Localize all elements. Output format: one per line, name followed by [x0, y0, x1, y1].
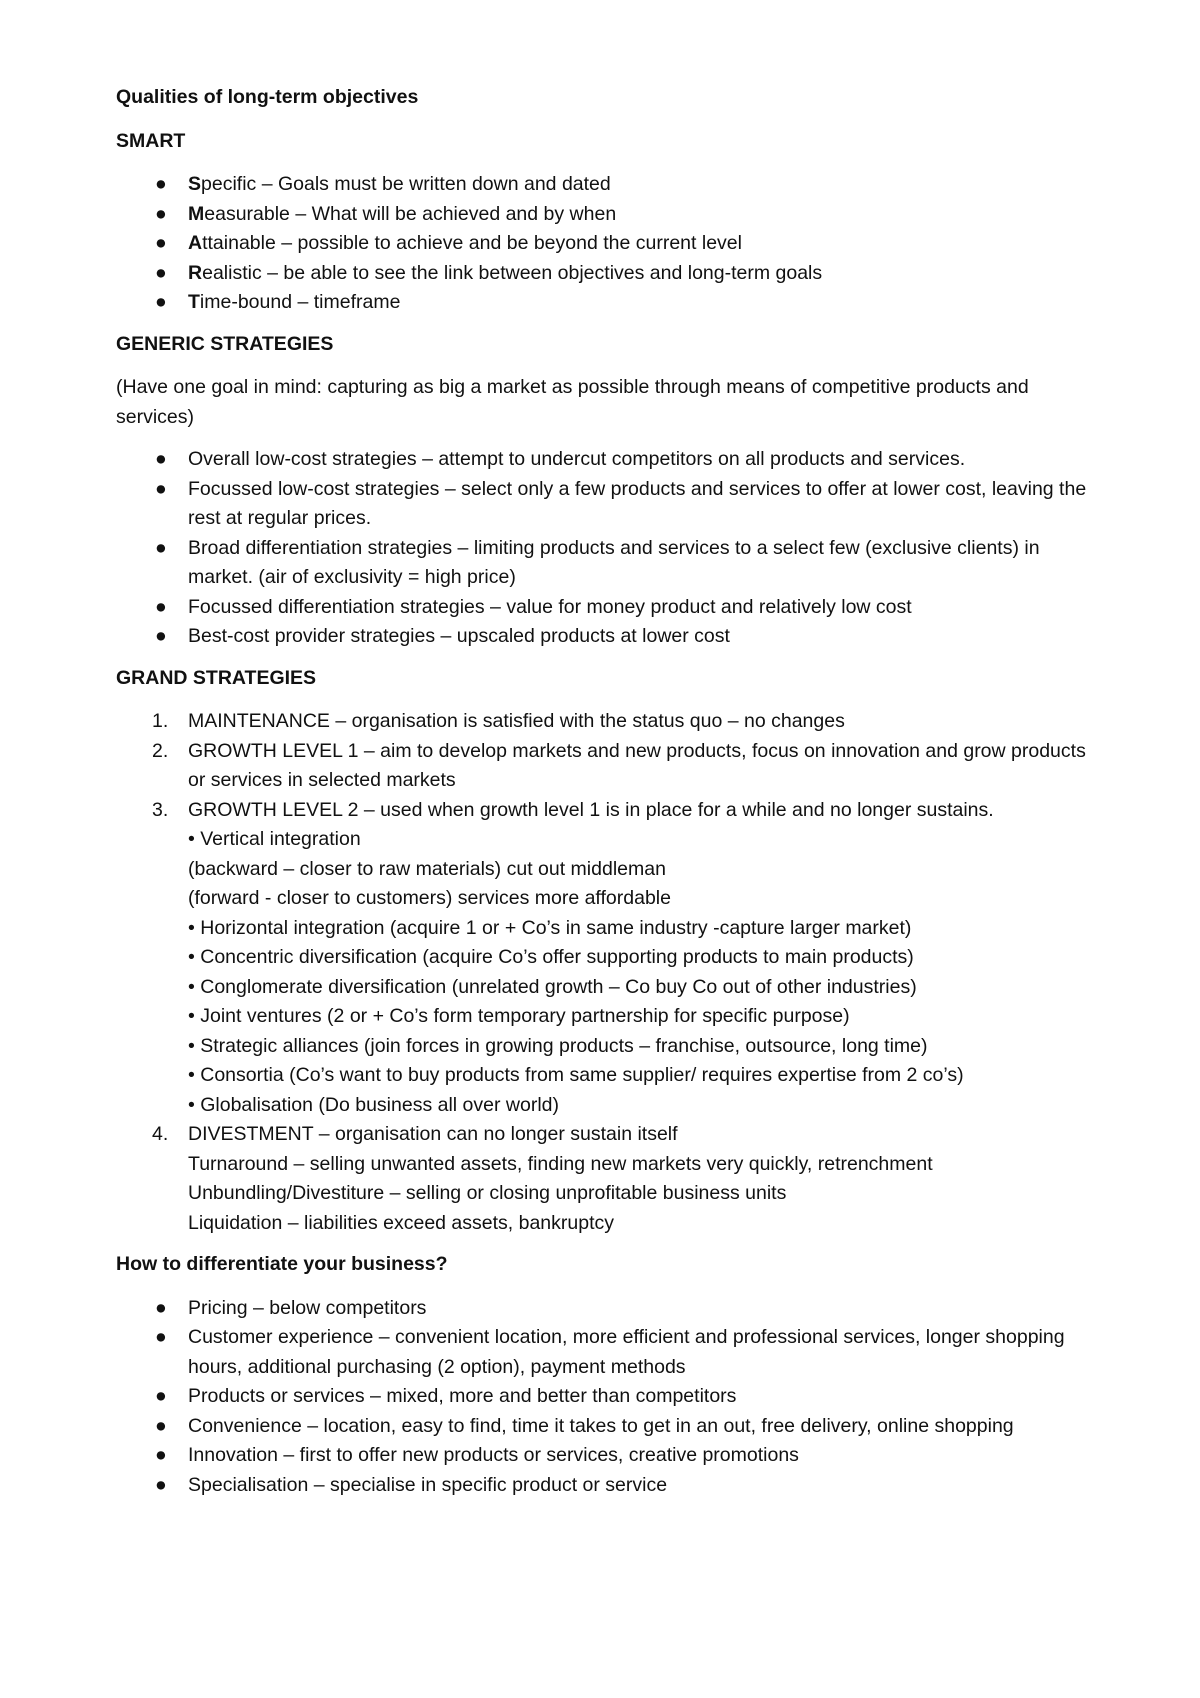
divestment-sub-item: Liquidation – liabilities exceed assets, bankruptcy — [188, 1211, 615, 1234]
generic-strategies-list — [116, 445, 1096, 652]
bullet-icon: ● — [155, 536, 167, 559]
list-number: 2. — [152, 739, 169, 762]
growth-sub-item: • Concentric diversification (acquire Co’s offer supporting products to main products) — [188, 946, 914, 968]
list-item: ● Innovation – first to offer new products or services, creative promotions — [116, 1441, 1096, 1471]
bullet-icon: ● — [155, 261, 167, 284]
list-item: ● Broad differentiation strategies – limiting products and services to a select few (exclusive clients) in market. (air of exclusivity = high price) — [116, 534, 1096, 593]
list-item: ● Time-bound – timeframe — [116, 288, 1096, 318]
generic-strategies-intro: (Have one goal in mind: capturing as big a market as possible through means of competitive products and services) — [116, 376, 1029, 428]
growth-sub-item: • Conglomerate diversification (unrelated growth – Co buy Co out of other industries) — [188, 975, 917, 998]
growth-sub-item: • Horizontal integration (acquire 1 or + Co’s in same industry -capture larger market) — [188, 916, 912, 939]
document-page — [116, 83, 1096, 1512]
qualities-heading: Qualities of long-term objectives — [116, 86, 419, 108]
grand-strategies-heading: GRAND STRATEGIES — [116, 666, 317, 689]
list-item: ● Measurable – What will be achieved and by when — [116, 200, 1096, 230]
growth-sub-item: • Consortia (Co’s want to buy products from same supplier/ requires expertise from 2 co’s) — [188, 1064, 964, 1086]
smart-list — [116, 170, 1096, 318]
bullet-icon: ● — [155, 1296, 167, 1319]
list-item: 2. GROWTH LEVEL 1 – aim to develop markets and new products, focus on innovation and grow products or services in selected markets — [116, 737, 1096, 796]
bullet-icon: ● — [155, 1473, 167, 1496]
list-item: 1. MAINTENANCE – organisation is satisfied with the status quo – no changes — [116, 707, 1096, 737]
list-item: ● Pricing – below competitors — [116, 1294, 1096, 1324]
bullet-icon: ● — [155, 1326, 167, 1348]
list-item: ● Products or services – mixed, more and better than competitors — [116, 1382, 1096, 1412]
bullet-icon: ● — [155, 625, 167, 647]
list-item: ● Focussed low-cost strategies – select only a few products and services to offer at lower cost, leaving the rest at regular prices. — [116, 475, 1096, 534]
growth-sub-item: (forward - closer to customers) services more affordable — [188, 887, 671, 909]
bullet-icon: ● — [155, 202, 167, 225]
bullet-icon: ● — [155, 291, 167, 313]
bullet-icon: ● — [155, 448, 167, 470]
growth-sub-item: • Vertical integration — [188, 828, 361, 850]
growth-sub-item: • Strategic alliances (join forces in growing products – franchise, outsource, long time) — [188, 1034, 928, 1057]
generic-strategies-heading: GENERIC STRATEGIES — [116, 332, 334, 355]
list-item: 3. GROWTH LEVEL 2 – used when growth level 1 is in place for a while and no longer sustains. • Vertical integration (backward – closer to raw materials) cut out middleman (forward - closer to customers) services more affordable • Horizontal integration (acquire 1 or + Co’s in same industry -capture larger market) • Concentric diversification (acquire Co’s offer supporting products to main products) • Conglomerate diversification (unrelated growth – Co buy Co out of other industries) • Joint ventures (2 or + Co’s form temporary partnership for specific purpose) • Strategic alliances (join forces in growing products – franchise, outsource, long time) • Consortia (Co’s want to buy products from same supplier/ requires expertise from 2 co’s) • Globalisation (Do business all over world) — [116, 796, 1096, 1121]
list-item: ● Overall low-cost strategies – attempt to undercut competitors on all products and services. — [116, 445, 1096, 475]
list-number: 4. — [152, 1123, 169, 1145]
list-item: ● Focussed differentiation strategies – value for money product and relatively low cost — [116, 593, 1096, 623]
divestment-sub-item: Unbundling/Divestiture – selling or closing unprofitable business units — [188, 1182, 787, 1204]
divestment-sub-item: Turnaround – selling unwanted assets, finding new markets very quickly, retrenchment — [188, 1152, 933, 1175]
differentiate-list — [116, 1294, 1096, 1501]
bullet-icon: ● — [155, 1414, 167, 1437]
list-number: 3. — [152, 798, 169, 821]
list-item: ● Customer experience – convenient location, more efficient and professional services, longer shopping hours, additional purchasing (2 option), payment methods — [116, 1323, 1096, 1382]
growth-sub-item: (backward – closer to raw materials) cut out middleman — [188, 857, 666, 880]
bullet-icon: ● — [155, 1385, 167, 1407]
grand-strategies-list — [116, 707, 1096, 1238]
list-item: ● Specific – Goals must be written down and dated — [116, 170, 1096, 200]
growth-sub-item: • Joint ventures (2 or + Co’s form temporary partnership for specific purpose) — [188, 1005, 850, 1027]
list-item: ● Realistic – be able to see the link between objectives and long-term goals — [116, 259, 1096, 289]
growth-sub-item: • Globalisation (Do business all over world) — [188, 1093, 559, 1116]
differentiate-heading: How to differentiate your business? — [116, 1253, 448, 1275]
list-item: ● Convenience – location, easy to find, time it takes to get in an out, free delivery, online shopping — [116, 1412, 1096, 1442]
smart-heading: SMART — [116, 129, 186, 152]
list-item: ● Attainable – possible to achieve and be beyond the current level — [116, 229, 1096, 259]
list-item: ● Best-cost provider strategies – upscaled products at lower cost — [116, 622, 1096, 652]
bullet-icon: ● — [155, 173, 167, 195]
list-item: 4. DIVESTMENT – organisation can no longer sustain itself Turnaround – selling unwanted assets, finding new markets very quickly, retrenchment Unbundling/Divestiture – selling or closing unprofitable business units Liquidation – liabilities exceed assets, bankruptcy — [116, 1120, 1096, 1238]
bullet-icon: ● — [155, 595, 167, 618]
list-item: ● Specialisation – specialise in specific product or service — [116, 1471, 1096, 1501]
list-number: 1. — [152, 710, 169, 732]
bullet-icon: ● — [155, 232, 167, 254]
bullet-icon: ● — [155, 477, 167, 500]
bullet-icon: ● — [155, 1444, 167, 1466]
